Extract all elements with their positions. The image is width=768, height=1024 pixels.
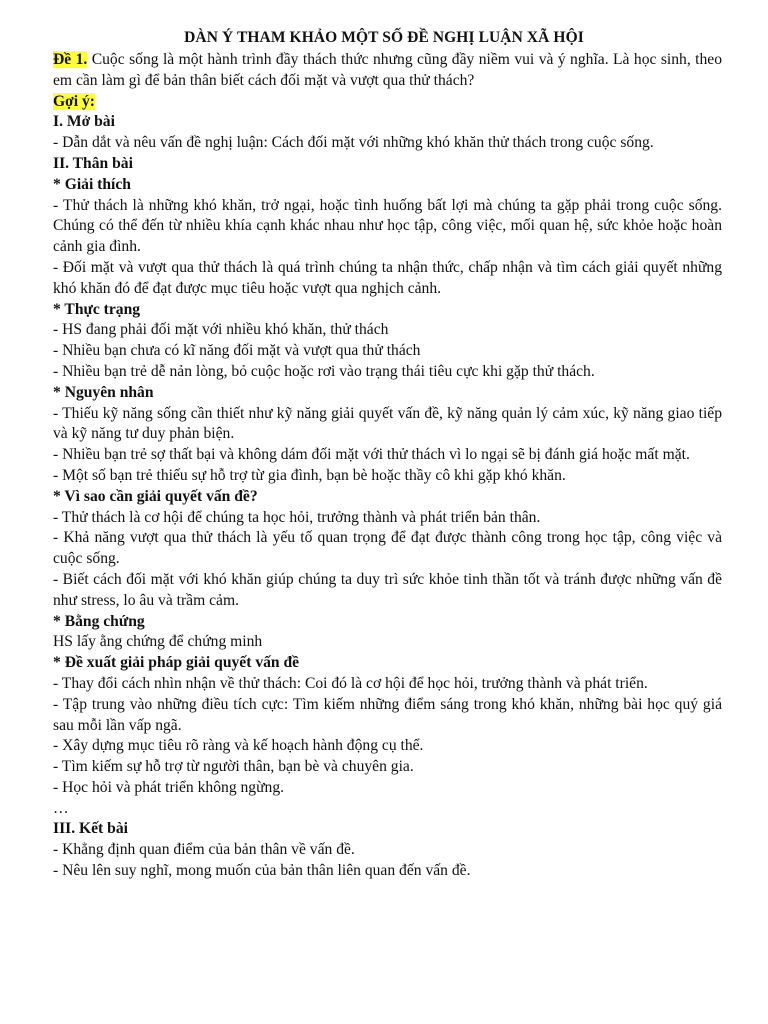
section-heading: II. Thân bài xyxy=(53,154,133,172)
section-heading: * Đề xuất giải pháp giải quyết vấn đề xyxy=(53,654,300,672)
outline-line: - Nhiều bạn trẻ dễ nản lòng, bỏ cuộc hoặc rơi vào trạng thái tiêu cực khi gặp thử thách. xyxy=(53,362,595,380)
outline-line: - Nhiều bạn chưa có kĩ năng đối mặt và vượt qua thử thách xyxy=(53,342,421,360)
document-page xyxy=(0,28,768,882)
topic-text: Cuộc sống là một hành trình đầy thách thức nhưng cũng đầy niềm vui và ý nghĩa. Là học sinh, theo em cần làm gì để bản thân biết cách đối mặt và vượt qua thử thách? xyxy=(53,51,723,89)
outline-line: - Đối mặt và vượt qua thử thách là quá trình chúng ta nhận thức, chấp nhận và tìm cách giải quyết những khó khăn đó để đạt được mục tiêu hoặc vượt qua nghịch cảnh. xyxy=(53,258,722,297)
hint-paragraph xyxy=(0,92,768,113)
outline-line: - Học hỏi và phát triển không ngừng. xyxy=(53,778,285,796)
topic-paragraph xyxy=(0,50,768,92)
hint-label: Gợi ý: xyxy=(53,92,95,110)
outline-line: - Xây dựng mục tiêu rõ ràng và kế hoạch hành động cụ thể. xyxy=(53,737,424,755)
outline-line: - Tập trung vào những điều tích cực: Tìm kiếm những điểm sáng trong khó khăn, những bài học quý giá sau mỗi lần vấp ngã. xyxy=(53,695,722,734)
section-heading: * Giải thích xyxy=(53,175,131,193)
outline-line: - Thử thách là những khó khăn, trở ngại, hoặc tình huống bất lợi mà chúng ta gặp phải trong cuộc sống. Chúng có thể đến từ nhiều khía cạnh khác nhau như học tập, công việc, mối quan hệ, sức khỏe hoặc hoàn cảnh gia đình. xyxy=(53,196,722,256)
outline-line: HS lấy ằng chứng để chứng minh xyxy=(53,633,263,651)
section-heading: III. Kết bài xyxy=(53,820,128,838)
outline-line: … xyxy=(53,799,69,817)
topic-label: Đề 1. xyxy=(53,51,88,68)
outline-line: - Khả năng vượt qua thử thách là yếu tố quan trọng để đạt được thành công trong học tập, công việc và cuộc sống. xyxy=(53,529,722,568)
outline-line: - Dẫn dắt và nêu vấn đề nghị luận: Cách đối mặt với những khó khăn thử thách trong cuộc sống. xyxy=(53,134,654,152)
outline-line: - Một số bạn trẻ thiếu sự hỗ trợ từ gia đình, bạn bè hoặc thầy cô khi gặp khó khăn. xyxy=(53,466,566,484)
outline-body xyxy=(0,112,768,881)
outline-line: - Nhiều bạn trẻ sợ thất bại và không dám đối mặt với thử thách vì lo ngại sẽ bị đánh giá hoặc mất mặt. xyxy=(53,446,690,464)
outline-line: - Thử thách là cơ hội để chúng ta học hỏi, trưởng thành và phát triển bản thân. xyxy=(53,508,541,526)
document-title: DÀN Ý THAM KHẢO MỘT SỐ ĐỀ NGHỊ LUẬN XÃ HỘI xyxy=(184,29,584,46)
outline-line: - Thiếu kỹ năng sống cần thiết như kỹ năng giải quyết vấn đề, kỹ năng quản lý cảm xúc, kỹ năng giao tiếp và kỹ năng tư duy phản biện. xyxy=(53,404,722,443)
section-heading: * Vì sao cần giải quyết vấn đề? xyxy=(53,487,258,505)
section-heading: * Nguyên nhân xyxy=(53,383,154,401)
outline-line: - Tìm kiếm sự hỗ trợ từ người thân, bạn bè và chuyên gia. xyxy=(53,758,414,776)
outline-line: - Khẳng định quan điểm của bản thân về vấn đề. xyxy=(53,841,355,859)
section-heading: * Thực trạng xyxy=(53,300,141,318)
section-heading: I. Mở bài xyxy=(53,113,115,131)
outline-line: - Nêu lên suy nghĩ, mong muốn của bản thân liên quan đến vấn đề. xyxy=(53,862,471,880)
outline-line: - Thay đổi cách nhìn nhận về thử thách: Coi đó là cơ hội để học hỏi, trưởng thành và phát triển. xyxy=(53,674,648,692)
outline-line: - HS đang phải đối mặt với nhiều khó khăn, thử thách xyxy=(53,321,389,339)
section-heading: * Bằng chứng xyxy=(53,612,145,630)
outline-line: - Biết cách đối mặt với khó khăn giúp chúng ta duy trì sức khỏe tinh thần tốt và tránh được những vấn đề như stress, lo âu và trầm cảm. xyxy=(53,570,722,609)
